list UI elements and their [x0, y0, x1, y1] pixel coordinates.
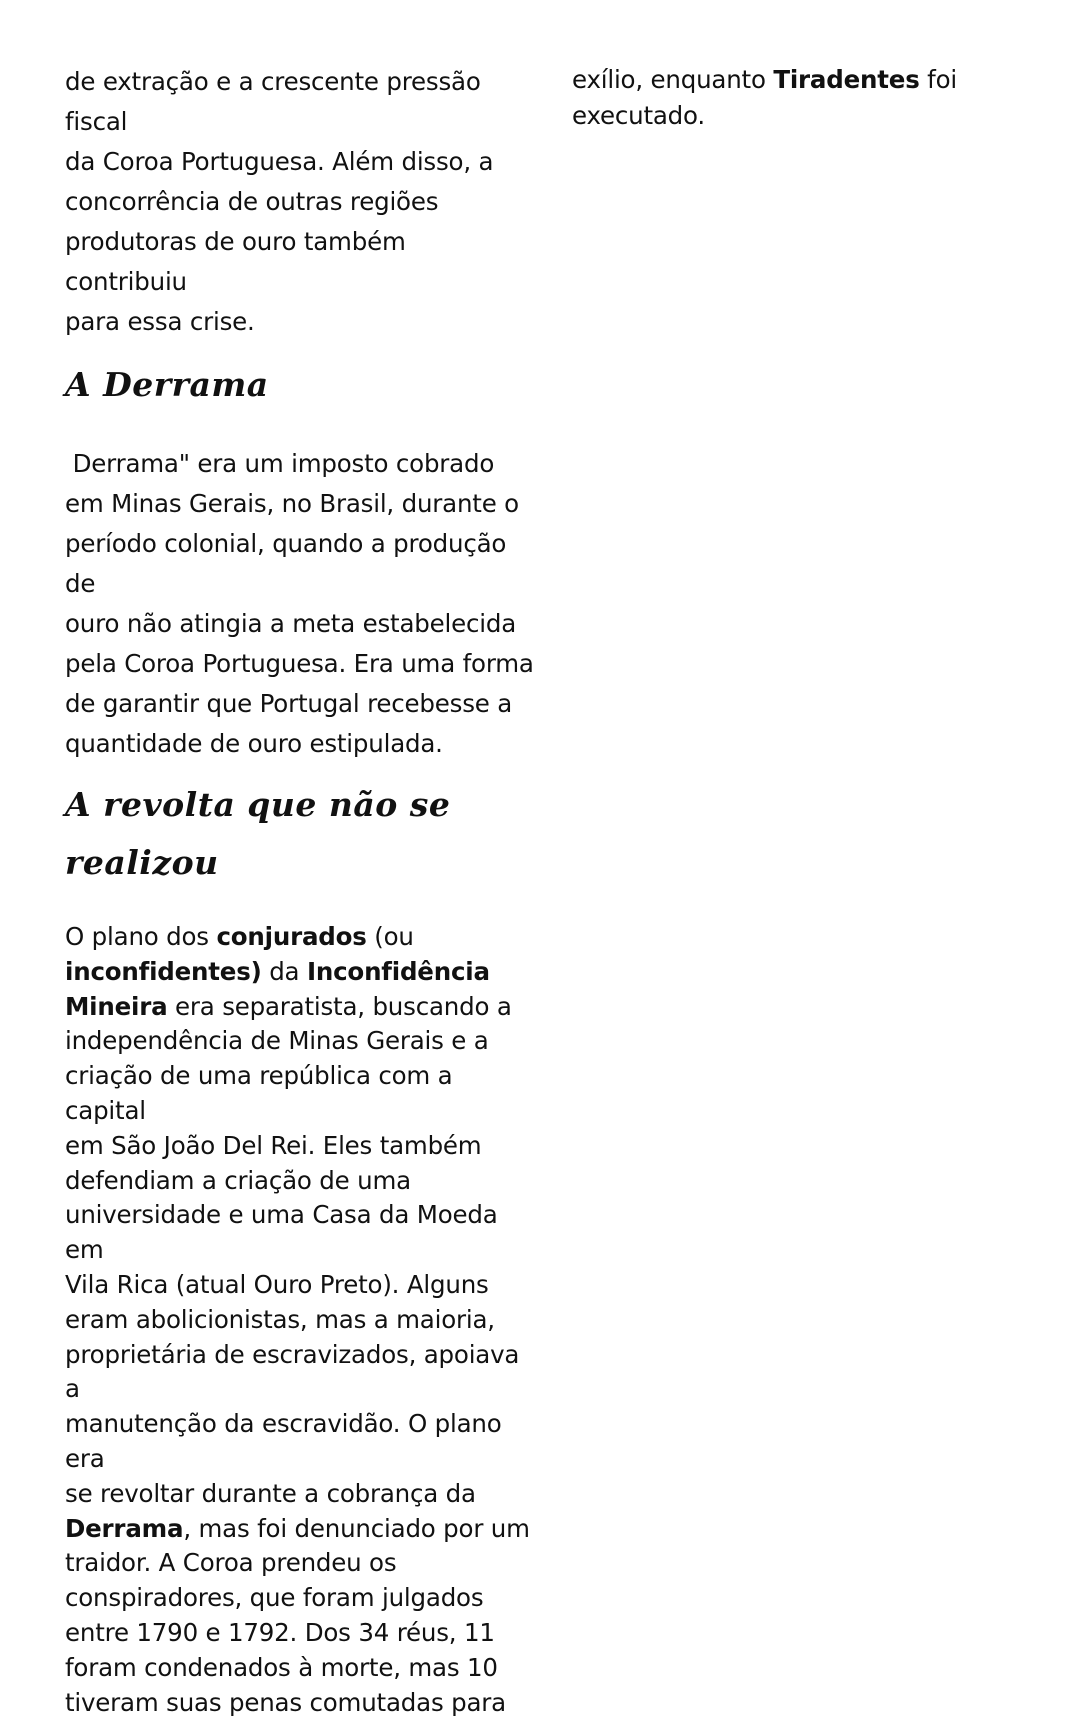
- text-line: proprietária de escravizados, apoiava a: [65, 1339, 520, 1404]
- left-column: [65, 62, 535, 1720]
- text-line: universidade e uma Casa da Moeda em: [65, 1200, 498, 1265]
- text-line: para essa crise.: [65, 307, 255, 336]
- text-line: da Coroa Portuguesa. Além disso, a: [65, 147, 494, 176]
- bold-term-conjurados: conjurados: [216, 922, 367, 951]
- text-line: traidor. A Coroa prendeu os: [65, 1548, 397, 1578]
- bold-term-inconfidentes: inconfidentes): [65, 956, 262, 986]
- text-line: em São João Del Rei. Eles também: [65, 1130, 482, 1160]
- text-line: manutenção da escravidão. O plano era: [65, 1409, 502, 1473]
- text-segment: , mas foi denunciado por um: [183, 1513, 530, 1543]
- text-line: produtoras de ouro também contribuiu: [65, 227, 406, 296]
- text-line: Derrama" era um imposto cobrado: [65, 449, 495, 478]
- text-line: período colonial, quando a produção de: [65, 529, 507, 598]
- heading-derrama: A Derrama: [65, 365, 269, 404]
- text-line: criação de uma república com a capital: [65, 1061, 453, 1125]
- text-line: concorrência de outras regiões: [65, 187, 439, 216]
- derrama-paragraph: [65, 444, 535, 764]
- bold-term-mineira: Mineira: [65, 991, 168, 1021]
- text-segment: da: [261, 956, 307, 986]
- text-line: ouro não atingia a meta estabelecida: [65, 609, 517, 638]
- text-line: se revoltar durante a cobrança da: [65, 1478, 476, 1508]
- text-segment: exílio, enquanto: [572, 65, 774, 94]
- bold-term-inconfidencia: Inconfidência: [306, 956, 490, 986]
- text-line: eram abolicionistas, mas a maioria,: [65, 1304, 495, 1334]
- text-segment: O plano dos: [65, 922, 217, 951]
- revolta-paragraph: [65, 920, 535, 1720]
- text-line: entre 1790 e 1792. Dos 34 réus, 11: [65, 1617, 495, 1647]
- heading-line: realizou: [65, 843, 219, 882]
- intro-paragraph: [65, 62, 535, 342]
- text-line: pela Coroa Portuguesa. Era uma forma: [65, 649, 534, 678]
- continuation-paragraph: [572, 62, 1042, 134]
- heading-revolta: [65, 776, 535, 892]
- text-line: tiveram suas penas comutadas para: [65, 1687, 506, 1717]
- bold-term-derrama: Derrama: [65, 1513, 184, 1543]
- text-line: conspiradores, que foram julgados: [65, 1583, 484, 1613]
- text-line: Vila Rica (atual Ouro Preto). Alguns: [65, 1269, 489, 1299]
- text-segment: (ou: [366, 922, 414, 951]
- text-line: independência de Minas Gerais e a: [65, 1026, 489, 1056]
- text-segment: foi: [919, 65, 957, 94]
- bold-term-tiradentes: Tiradentes: [773, 65, 920, 94]
- right-column: [572, 62, 1042, 134]
- text-line: quantidade de ouro estipulada.: [65, 729, 443, 758]
- text-line: de garantir que Portugal recebesse a: [65, 689, 513, 718]
- text-line: foram condenados à morte, mas 10: [65, 1652, 498, 1682]
- heading-line: A revolta que não se: [65, 785, 451, 824]
- text-line: em Minas Gerais, no Brasil, durante o: [65, 489, 519, 518]
- text-line: defendiam a criação de uma: [65, 1165, 411, 1195]
- text-line: executado.: [572, 101, 705, 130]
- text-line: de extração e a crescente pressão fiscal: [65, 67, 481, 136]
- text-segment: era separatista, buscando a: [167, 991, 512, 1021]
